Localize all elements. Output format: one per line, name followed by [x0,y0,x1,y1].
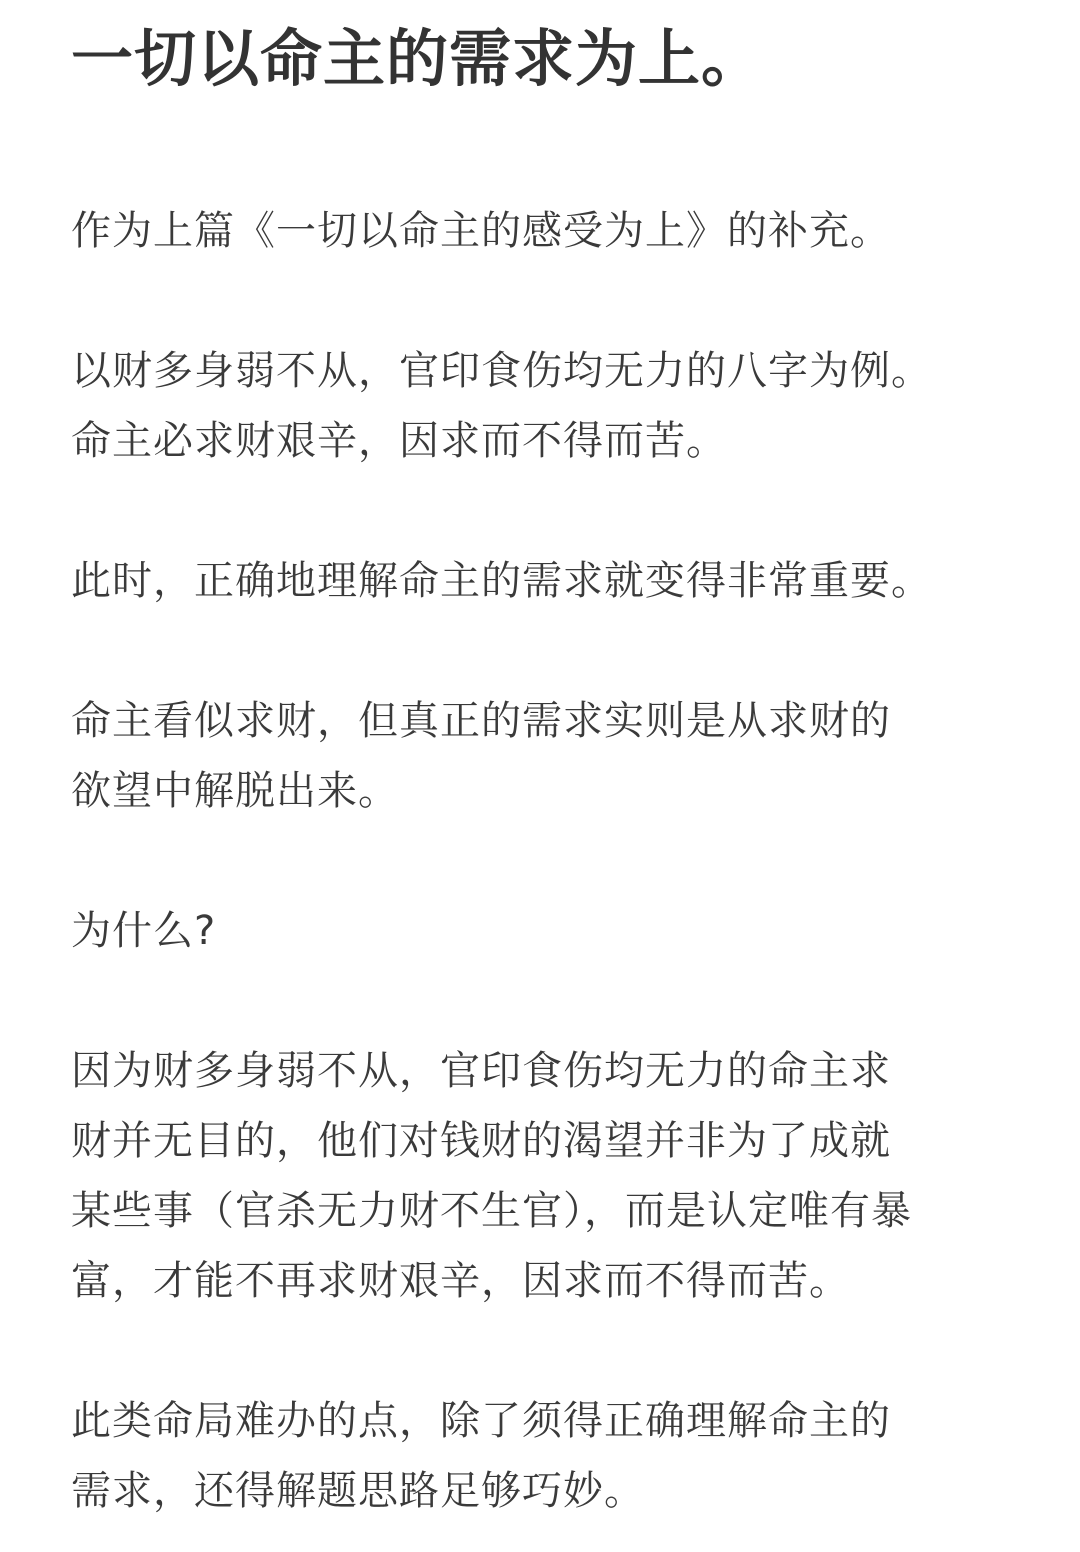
paragraph-reason [71,1036,1031,1316]
paragraph-line: 需求，还得解题思路足够巧妙。 [71,1468,645,1514]
article-title: 一切以命主的需求为上。 [71,22,765,95]
paragraph-line: 为什么? [71,908,217,954]
paragraph-line: 此时，正确地理解命主的需求就变得非常重要。 [71,558,932,604]
paragraph-line: 财并无目的，他们对钱财的渴望并非为了成就 [71,1118,891,1164]
paragraph-line: 以财多身弱不从，官印食伤均无力的八字为例。 [71,348,932,394]
paragraph-line: 某些事（官杀无力财不生官），而是认定唯有暴 [71,1188,912,1234]
paragraph-line: 因为财多身弱不从，官印食伤均无力的命主求 [71,1048,891,1094]
paragraph-line: 命主必求财艰辛，因求而不得而苦。 [71,418,727,464]
paragraph-importance [71,546,1031,616]
paragraph-line: 欲望中解脱出来。 [71,768,399,814]
paragraph-true-need [71,686,1031,826]
paragraph-line: 命主看似求财，但真正的需求实则是从求财的 [71,698,891,744]
paragraph-example [71,336,1031,476]
article [71,0,1031,1526]
paragraph-line: 此类命局难办的点，除了须得正确理解命主的 [71,1398,891,1444]
paragraph-intro [71,196,1031,266]
paragraph-question [71,896,1031,966]
paragraph-line: 富，才能不再求财艰辛，因求而不得而苦。 [71,1258,850,1304]
paragraph-difficulty [71,1386,1031,1526]
paragraph-line: 作为上篇《一切以命主的感受为上》的补充。 [71,208,891,254]
